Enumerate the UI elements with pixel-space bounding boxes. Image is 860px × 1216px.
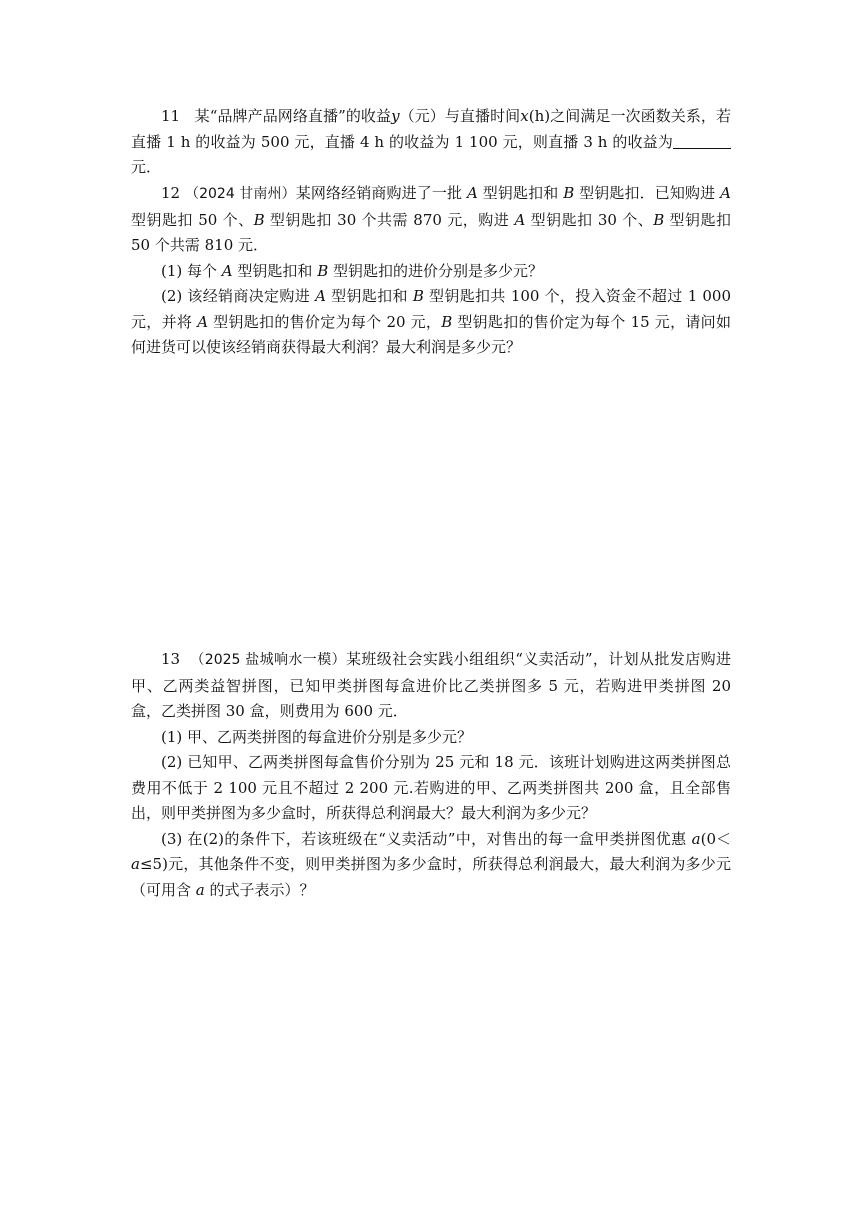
question-number: 12 [161,184,181,202]
question-12-part-1: (1) 每个 A 型钥匙扣和 B 型钥匙扣的进价分别是多少元？ [161,261,543,280]
question-12-part-2: (2) 该经销商决定购进 A 型钥匙扣和 B 型钥匙扣共 100 个，投入资金不超过 1 000 元，并将 A 型钥匙扣的售价定为每个 20 元，B 型钥匙扣的售价定为每个 15 元，请问如何进货可以使该经销商获得最大利润？最大利润是多少元？ [131,287,731,356]
question-13-part-3: (3) 在(2)的条件下，若该班级在“义卖活动”中，对售出的每一盒甲类拼图优惠 a(0＜a≤5)元，其他条件不变，则甲类拼图为多少盒时，所获得总利润最大，最大利润为多少元（可用含 a 的式子表示）？ [131,829,731,899]
question-number: 11 [161,107,181,125]
question-11 [131,104,731,181]
question-13-stem: 13 （2025 盐城响水一模）某班级社会实践小组组织“义卖活动”，计划从批发店购进甲、乙两类益智拼图，已知甲类拼图每盒进价比乙类拼图多 5 元，若购进甲类拼图 20 盒，乙类拼图 30 盒，则费用为 600 元． [131,650,731,720]
question-source: （2025 盐城响水一模） [190,652,346,668]
question-12 [131,181,731,361]
question-source: （2024 甘南州） [184,186,296,202]
question-13 [131,647,731,903]
question-11-text: 11 某“品牌产品网络直播”的收益y（元）与直播时间x(h)之间满足一次函数关系，若直播 1 h 的收益为 500 元，直播 4 h 的收益为 1 100 元，则直播 3 h 的收益为元． [131,107,732,176]
question-number: 13 [161,650,181,668]
question-13-part-1: (1) 甲、乙两类拼图的每盒进价分别是多少元？ [161,727,473,746]
question-13-part-2: (2) 已知甲、乙两类拼图每盒售价分别为 25 元和 18 元．该班计划购进这两类拼图总费用不低于 2 100 元且不超过 2 200 元.若购进的甲、乙两类拼图共 200 盒，且全部售出，则甲类拼图为多少盒时，所获得总利润最大？最大利润为多少元？ [131,753,731,822]
question-12-stem: 12 （2024 甘南州）某网络经销商购进了一批 A 型钥匙扣和 B 型钥匙扣．已知购进 A 型钥匙扣 50 个、B 型钥匙扣 30 个共需 870 元，购进 A 型钥匙扣 30 个、B 型钥匙扣 50 个共需 810 元． [131,184,731,254]
answer-blank[interactable] [673,133,731,149]
